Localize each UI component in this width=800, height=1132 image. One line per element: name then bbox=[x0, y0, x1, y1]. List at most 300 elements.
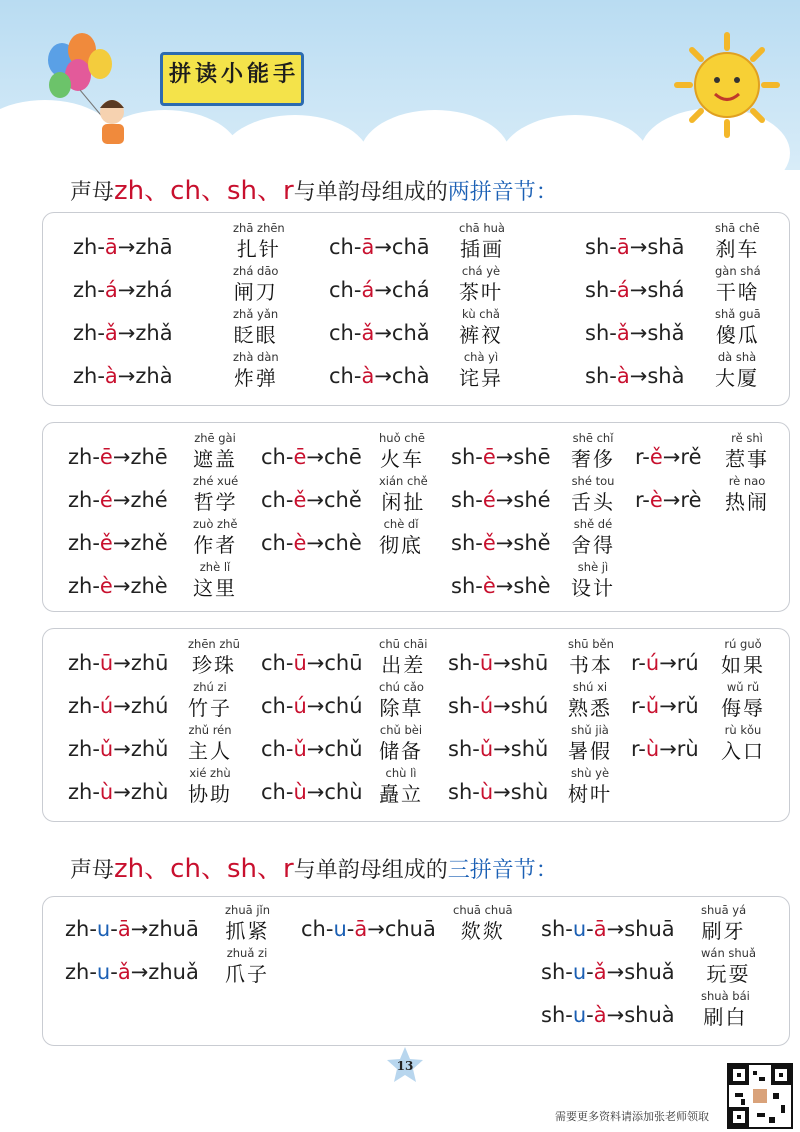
spelling-formula bbox=[585, 278, 684, 302]
spelling-formula bbox=[68, 780, 169, 804]
formula-part: → bbox=[629, 235, 648, 259]
word-hanzi: 如果 bbox=[721, 653, 765, 677]
word-pinyin: zhē gài bbox=[194, 431, 236, 445]
word-hanzi: 彻底 bbox=[379, 533, 423, 557]
word-pinyin: chú cǎo bbox=[379, 680, 424, 694]
formula-part: sh bbox=[448, 737, 473, 761]
formula-part: ch bbox=[261, 737, 286, 761]
word-hanzi: 裤衩 bbox=[459, 323, 503, 347]
formula-part: shù bbox=[510, 780, 549, 804]
word-hanzi: 舌头 bbox=[571, 490, 615, 514]
word-pinyin: chá yè bbox=[461, 264, 501, 278]
example-word bbox=[571, 474, 615, 516]
formula-part: zhě bbox=[130, 531, 168, 555]
heading-mid: 与单韵母组成的 bbox=[293, 180, 448, 205]
tone-vowel: ū bbox=[479, 651, 494, 675]
tone-vowel: ā bbox=[361, 235, 375, 259]
formula-part: → bbox=[306, 488, 324, 512]
formula-part: sh bbox=[448, 780, 473, 804]
formula-part: zh bbox=[68, 445, 93, 469]
example-word bbox=[379, 431, 425, 473]
tone-vowel: ū bbox=[99, 651, 114, 675]
example-word bbox=[233, 221, 285, 263]
spelling-formula bbox=[261, 531, 362, 555]
word-hanzi: 玩耍 bbox=[706, 962, 751, 986]
formula-part: shuà bbox=[624, 1003, 675, 1027]
tone-vowel: ǎ bbox=[104, 321, 118, 345]
formula-part: - bbox=[285, 737, 294, 761]
tone-vowel: ǔ bbox=[293, 737, 307, 761]
formula-part: → bbox=[117, 321, 136, 345]
spelling-formula bbox=[73, 235, 173, 259]
tone-vowel: ù bbox=[99, 780, 114, 804]
formula-part: rù bbox=[676, 737, 699, 761]
formula-part: ch bbox=[261, 694, 286, 718]
example-word bbox=[725, 431, 769, 473]
formula-part: zh bbox=[73, 235, 98, 259]
formula-part: shuā bbox=[624, 917, 675, 941]
formula-part: shá bbox=[647, 278, 685, 302]
word-pinyin: zhuǎ zi bbox=[226, 946, 268, 960]
word-hanzi: 热闹 bbox=[725, 490, 769, 514]
formula-part: - bbox=[92, 574, 100, 598]
heading-initial: ch bbox=[170, 176, 201, 206]
formula-part: - bbox=[638, 694, 646, 718]
syllable-panel-triple bbox=[42, 896, 790, 1046]
formula-part: sh bbox=[541, 917, 566, 941]
formula-part: → bbox=[112, 574, 131, 598]
word-hanzi: 除草 bbox=[379, 696, 424, 720]
formula-part: → bbox=[662, 488, 681, 512]
formula-part: zh bbox=[68, 737, 93, 761]
word-hanzi: 奢侈 bbox=[571, 447, 615, 471]
word-pinyin: chuā chuā bbox=[453, 903, 513, 917]
word-pinyin: chà yì bbox=[463, 350, 499, 364]
formula-part: - bbox=[285, 488, 294, 512]
word-pinyin: dà shà bbox=[717, 350, 757, 364]
heading-two-syllable: 声母zh、ch、sh、r与单韵母组成的两拼音节： bbox=[70, 176, 558, 206]
example-word bbox=[459, 350, 503, 392]
formula-part: → bbox=[493, 737, 511, 761]
formula-part: ch bbox=[301, 917, 326, 941]
formula-part: zhǎ bbox=[135, 321, 173, 345]
word-pinyin: shē chǐ bbox=[572, 431, 614, 445]
word-hanzi: 侮辱 bbox=[721, 696, 765, 720]
formula-part: ch bbox=[261, 445, 286, 469]
formula-part: → bbox=[662, 445, 681, 469]
word-pinyin: shǎ guā bbox=[715, 307, 761, 321]
formula-part: - bbox=[285, 445, 294, 469]
formula-part: zhú bbox=[130, 694, 169, 718]
formula-part: sh bbox=[585, 235, 610, 259]
word-hanzi: 插画 bbox=[459, 237, 504, 261]
word-hanzi: 书本 bbox=[568, 653, 613, 677]
example-word bbox=[715, 307, 761, 349]
spelling-formula bbox=[329, 321, 430, 345]
word-hanzi: 入口 bbox=[721, 739, 765, 763]
formula-part: → bbox=[659, 737, 677, 761]
formula-part: zh bbox=[68, 488, 93, 512]
example-word bbox=[459, 221, 505, 263]
word-pinyin: shù yè bbox=[570, 766, 610, 780]
word-hanzi: 眨眼 bbox=[233, 323, 278, 347]
formula-part: - bbox=[472, 694, 480, 718]
formula-part: zh bbox=[65, 960, 90, 984]
formula-part: → bbox=[112, 531, 131, 555]
formula-part: - bbox=[92, 651, 100, 675]
example-word bbox=[701, 946, 756, 988]
example-word bbox=[193, 517, 237, 559]
formula-part: → bbox=[130, 917, 149, 941]
formula-part: - bbox=[353, 235, 362, 259]
example-word bbox=[225, 946, 269, 988]
word-hanzi: 遮盖 bbox=[193, 447, 237, 471]
word-hanzi: 茶叶 bbox=[459, 280, 503, 304]
word-hanzi: 出差 bbox=[381, 653, 426, 677]
tone-vowel: á bbox=[361, 278, 375, 302]
tone-vowel: ú bbox=[293, 694, 307, 718]
qr-code-icon bbox=[727, 1063, 793, 1129]
spelling-formula bbox=[448, 780, 548, 804]
spelling-formula bbox=[261, 651, 363, 675]
word-hanzi: 闲扯 bbox=[381, 490, 426, 514]
tone-vowel: ē bbox=[99, 445, 113, 469]
formula-part: zh bbox=[73, 278, 98, 302]
formula-part: shà bbox=[647, 364, 685, 388]
word-pinyin: wán shuǎ bbox=[701, 946, 757, 960]
word-hanzi: 设计 bbox=[571, 576, 615, 600]
example-word bbox=[459, 307, 503, 349]
tone-vowel: ū bbox=[293, 651, 307, 675]
formula-part: → bbox=[306, 531, 324, 555]
spelling-formula bbox=[261, 780, 363, 804]
formula-part: zhù bbox=[130, 780, 169, 804]
spelling-formula bbox=[451, 445, 551, 469]
formula-part: → bbox=[495, 488, 514, 512]
formula-part: - bbox=[565, 917, 573, 941]
formula-part: zhè bbox=[130, 574, 168, 598]
formula-part: - bbox=[353, 321, 362, 345]
heading-initial: r bbox=[283, 854, 294, 884]
formula-part: - bbox=[325, 917, 334, 941]
heading-highlight: 三拼音节： bbox=[447, 858, 558, 883]
example-word bbox=[379, 766, 423, 808]
spelling-formula bbox=[301, 917, 436, 941]
formula-part: - bbox=[92, 488, 100, 512]
tone-vowel: ú bbox=[99, 694, 114, 718]
example-word bbox=[568, 637, 614, 679]
spelling-formula bbox=[541, 917, 675, 941]
tone-vowel: ǔ bbox=[645, 694, 660, 718]
word-hanzi: 闸刀 bbox=[233, 280, 278, 304]
heading-initial: sh bbox=[226, 176, 257, 206]
formula-part: → bbox=[495, 574, 514, 598]
formula-part: → bbox=[306, 694, 325, 718]
formula-part: → bbox=[659, 694, 677, 718]
word-hanzi: 抓紧 bbox=[225, 919, 270, 943]
formula-part: ch bbox=[329, 364, 354, 388]
spelling-formula bbox=[635, 445, 702, 469]
formula-part: shě bbox=[513, 531, 551, 555]
formula-part: chǔ bbox=[324, 737, 363, 761]
example-word bbox=[233, 307, 278, 349]
spelling-formula bbox=[631, 651, 699, 675]
formula-part: shē bbox=[513, 445, 551, 469]
formula-part: - bbox=[472, 737, 480, 761]
formula-part: ch bbox=[261, 531, 286, 555]
formula-part: zhǔ bbox=[130, 737, 169, 761]
spelling-formula bbox=[451, 531, 551, 555]
tone-vowel: ǎ bbox=[593, 960, 607, 984]
word-pinyin: shā chē bbox=[715, 221, 760, 235]
tone-vowel: à bbox=[361, 364, 375, 388]
formula-part: → bbox=[606, 960, 625, 984]
medial-vowel: u bbox=[96, 917, 111, 941]
formula-part: - bbox=[642, 445, 650, 469]
word-pinyin: xián chě bbox=[379, 474, 428, 488]
word-hanzi: 火车 bbox=[379, 447, 424, 471]
word-pinyin: chā huà bbox=[459, 221, 505, 235]
example-word bbox=[233, 264, 278, 306]
formula-part: shé bbox=[513, 488, 551, 512]
word-hanzi: 竹子 bbox=[188, 696, 232, 720]
formula-part: → bbox=[374, 278, 392, 302]
tone-vowel: ú bbox=[645, 651, 660, 675]
formula-part: sh bbox=[585, 278, 610, 302]
spelling-formula bbox=[635, 488, 702, 512]
formula-part: - bbox=[346, 917, 355, 941]
formula-part: → bbox=[629, 364, 648, 388]
word-pinyin: shuā yá bbox=[701, 903, 747, 917]
title-char: 能 bbox=[247, 62, 270, 87]
example-word bbox=[188, 766, 232, 808]
word-pinyin: chū chāi bbox=[379, 637, 428, 651]
formula-part: ch bbox=[329, 235, 354, 259]
word-hanzi: 刷牙 bbox=[701, 919, 746, 943]
formula-part: → bbox=[117, 364, 136, 388]
formula-part: → bbox=[629, 278, 648, 302]
formula-part: - bbox=[97, 278, 105, 302]
word-pinyin: zhēn zhū bbox=[188, 637, 240, 651]
word-hanzi: 爪子 bbox=[225, 962, 269, 986]
tone-vowel: é bbox=[482, 488, 496, 512]
formula-part: chú bbox=[324, 694, 363, 718]
example-word bbox=[193, 474, 238, 516]
tone-vowel: á bbox=[104, 278, 118, 302]
tone-vowel: á bbox=[616, 278, 630, 302]
spelling-formula bbox=[541, 960, 675, 984]
word-pinyin: chè dǐ bbox=[383, 517, 419, 531]
formula-part: shǔ bbox=[510, 737, 549, 761]
example-word bbox=[225, 903, 270, 945]
formula-part: chá bbox=[391, 278, 430, 302]
word-pinyin: gàn shá bbox=[715, 264, 761, 278]
formula-part: sh bbox=[451, 531, 476, 555]
formula-part: → bbox=[306, 445, 324, 469]
tone-vowel: à bbox=[593, 1003, 607, 1027]
spelling-formula bbox=[261, 694, 363, 718]
tone-vowel: ě bbox=[293, 488, 307, 512]
example-word bbox=[188, 723, 232, 765]
formula-part: → bbox=[374, 235, 392, 259]
formula-part: rè bbox=[680, 488, 702, 512]
word-pinyin: shū běn bbox=[568, 637, 614, 651]
tone-vowel: é bbox=[99, 488, 113, 512]
formula-part: - bbox=[638, 737, 646, 761]
example-word bbox=[721, 680, 765, 722]
formula-part: shǎ bbox=[647, 321, 685, 345]
formula-part: zh bbox=[73, 364, 98, 388]
formula-part: chē bbox=[323, 445, 362, 469]
formula-part: chě bbox=[323, 488, 362, 512]
word-hanzi: 舍得 bbox=[571, 533, 615, 557]
spelling-formula bbox=[631, 694, 699, 718]
formula-part: - bbox=[285, 651, 294, 675]
heading-mid: 与单韵母组成的 bbox=[293, 858, 448, 883]
title-char: 拼 bbox=[169, 62, 192, 87]
word-pinyin: shuà bái bbox=[701, 989, 750, 1003]
tone-vowel: ǎ bbox=[117, 960, 131, 984]
example-word bbox=[701, 989, 750, 1031]
example-word bbox=[725, 474, 769, 516]
word-hanzi: 珍珠 bbox=[191, 653, 236, 677]
example-word bbox=[379, 517, 423, 559]
spelling-formula bbox=[585, 321, 684, 345]
word-pinyin: chù lì bbox=[385, 766, 417, 780]
formula-part: zh bbox=[68, 651, 93, 675]
example-word bbox=[571, 560, 615, 602]
title-char: 读 bbox=[195, 62, 218, 87]
word-hanzi: 诧异 bbox=[459, 366, 503, 390]
formula-part: - bbox=[353, 278, 362, 302]
word-pinyin: zhè lǐ bbox=[199, 560, 231, 574]
formula-part: - bbox=[609, 364, 617, 388]
formula-part: → bbox=[113, 737, 131, 761]
formula-part: - bbox=[92, 531, 100, 555]
tone-vowel: ù bbox=[645, 737, 660, 761]
formula-part: zhuǎ bbox=[148, 960, 199, 984]
formula-part: shā bbox=[647, 235, 685, 259]
word-pinyin: shú xi bbox=[572, 680, 608, 694]
word-pinyin: shè jì bbox=[577, 560, 609, 574]
formula-part: sh bbox=[451, 445, 476, 469]
example-word bbox=[701, 903, 746, 945]
spelling-formula bbox=[329, 278, 430, 302]
word-hanzi: 协助 bbox=[188, 782, 232, 806]
formula-part: - bbox=[97, 364, 105, 388]
word-hanzi: 大厦 bbox=[715, 366, 759, 390]
formula-part: ch bbox=[329, 321, 354, 345]
page-number: 13 bbox=[396, 1059, 414, 1073]
formula-part: - bbox=[586, 960, 594, 984]
example-word bbox=[721, 723, 765, 765]
formula-part: zhē bbox=[130, 445, 168, 469]
formula-part: shuǎ bbox=[624, 960, 675, 984]
tone-vowel: ā bbox=[354, 917, 368, 941]
section-title-banner bbox=[160, 52, 304, 106]
syllable-panel-e bbox=[42, 422, 790, 612]
syllable-panel-u bbox=[42, 628, 790, 822]
word-hanzi: 刷白 bbox=[703, 1005, 748, 1029]
word-pinyin: huǒ chē bbox=[379, 431, 425, 445]
spelling-formula bbox=[68, 531, 168, 555]
formula-part: - bbox=[475, 488, 483, 512]
example-word bbox=[571, 431, 615, 473]
spelling-formula bbox=[73, 321, 173, 345]
page-number-badge bbox=[385, 1045, 425, 1085]
formula-part: - bbox=[97, 235, 105, 259]
word-hanzi: 惹事 bbox=[725, 447, 769, 471]
formula-part: sh bbox=[585, 364, 610, 388]
example-word bbox=[379, 680, 424, 722]
formula-part: - bbox=[92, 694, 100, 718]
formula-part: - bbox=[638, 651, 646, 675]
word-pinyin: zuò zhě bbox=[193, 517, 238, 531]
word-pinyin: zhā zhēn bbox=[233, 221, 285, 235]
tone-vowel: ù bbox=[479, 780, 494, 804]
formula-part: → bbox=[112, 488, 131, 512]
word-pinyin: rù kǒu bbox=[724, 723, 762, 737]
formula-part: - bbox=[110, 917, 118, 941]
word-pinyin: zhá dāo bbox=[233, 264, 279, 278]
heading-initial: sh bbox=[226, 854, 257, 884]
syllable-panel-a bbox=[42, 212, 790, 406]
formula-part: - bbox=[92, 780, 100, 804]
example-word bbox=[453, 903, 513, 945]
word-pinyin: zhuā jǐn bbox=[225, 903, 270, 917]
formula-part: → bbox=[374, 321, 392, 345]
tone-vowel: ǎ bbox=[361, 321, 375, 345]
word-pinyin: zhé xué bbox=[193, 474, 239, 488]
example-word bbox=[568, 723, 612, 765]
formula-part: → bbox=[112, 445, 131, 469]
word-pinyin: rú guǒ bbox=[724, 637, 762, 651]
heading-three-syllable: 声母zh、ch、sh、r与单韵母组成的三拼音节： bbox=[70, 854, 558, 884]
word-hanzi: 欻欻 bbox=[460, 919, 505, 943]
tone-vowel: è bbox=[99, 574, 113, 598]
tone-vowel: ě bbox=[649, 445, 663, 469]
formula-part: sh bbox=[541, 960, 566, 984]
tone-vowel: ù bbox=[293, 780, 307, 804]
tone-vowel: ě bbox=[482, 531, 496, 555]
spelling-formula bbox=[68, 574, 168, 598]
spelling-formula bbox=[261, 737, 363, 761]
formula-part: - bbox=[565, 960, 573, 984]
tone-vowel: ú bbox=[479, 694, 494, 718]
spelling-formula bbox=[68, 651, 169, 675]
formula-part: sh bbox=[448, 694, 473, 718]
spelling-formula bbox=[261, 445, 362, 469]
word-hanzi: 傻瓜 bbox=[715, 323, 760, 347]
word-pinyin: shě dé bbox=[573, 517, 613, 531]
example-word bbox=[715, 350, 759, 392]
word-hanzi: 树叶 bbox=[568, 782, 612, 806]
formula-part: chà bbox=[391, 364, 430, 388]
formula-part: → bbox=[493, 651, 511, 675]
formula-part: - bbox=[475, 445, 483, 469]
formula-part: → bbox=[606, 917, 625, 941]
formula-part: - bbox=[92, 445, 100, 469]
heading-prefix: 声母 bbox=[70, 180, 115, 205]
tone-vowel: ǔ bbox=[479, 737, 494, 761]
formula-part: chù bbox=[324, 780, 363, 804]
tone-vowel: è bbox=[649, 488, 663, 512]
formula-part: → bbox=[374, 364, 392, 388]
example-word bbox=[568, 766, 612, 808]
formula-part: ch bbox=[261, 780, 286, 804]
formula-part: - bbox=[89, 960, 97, 984]
formula-part: ch bbox=[261, 651, 286, 675]
